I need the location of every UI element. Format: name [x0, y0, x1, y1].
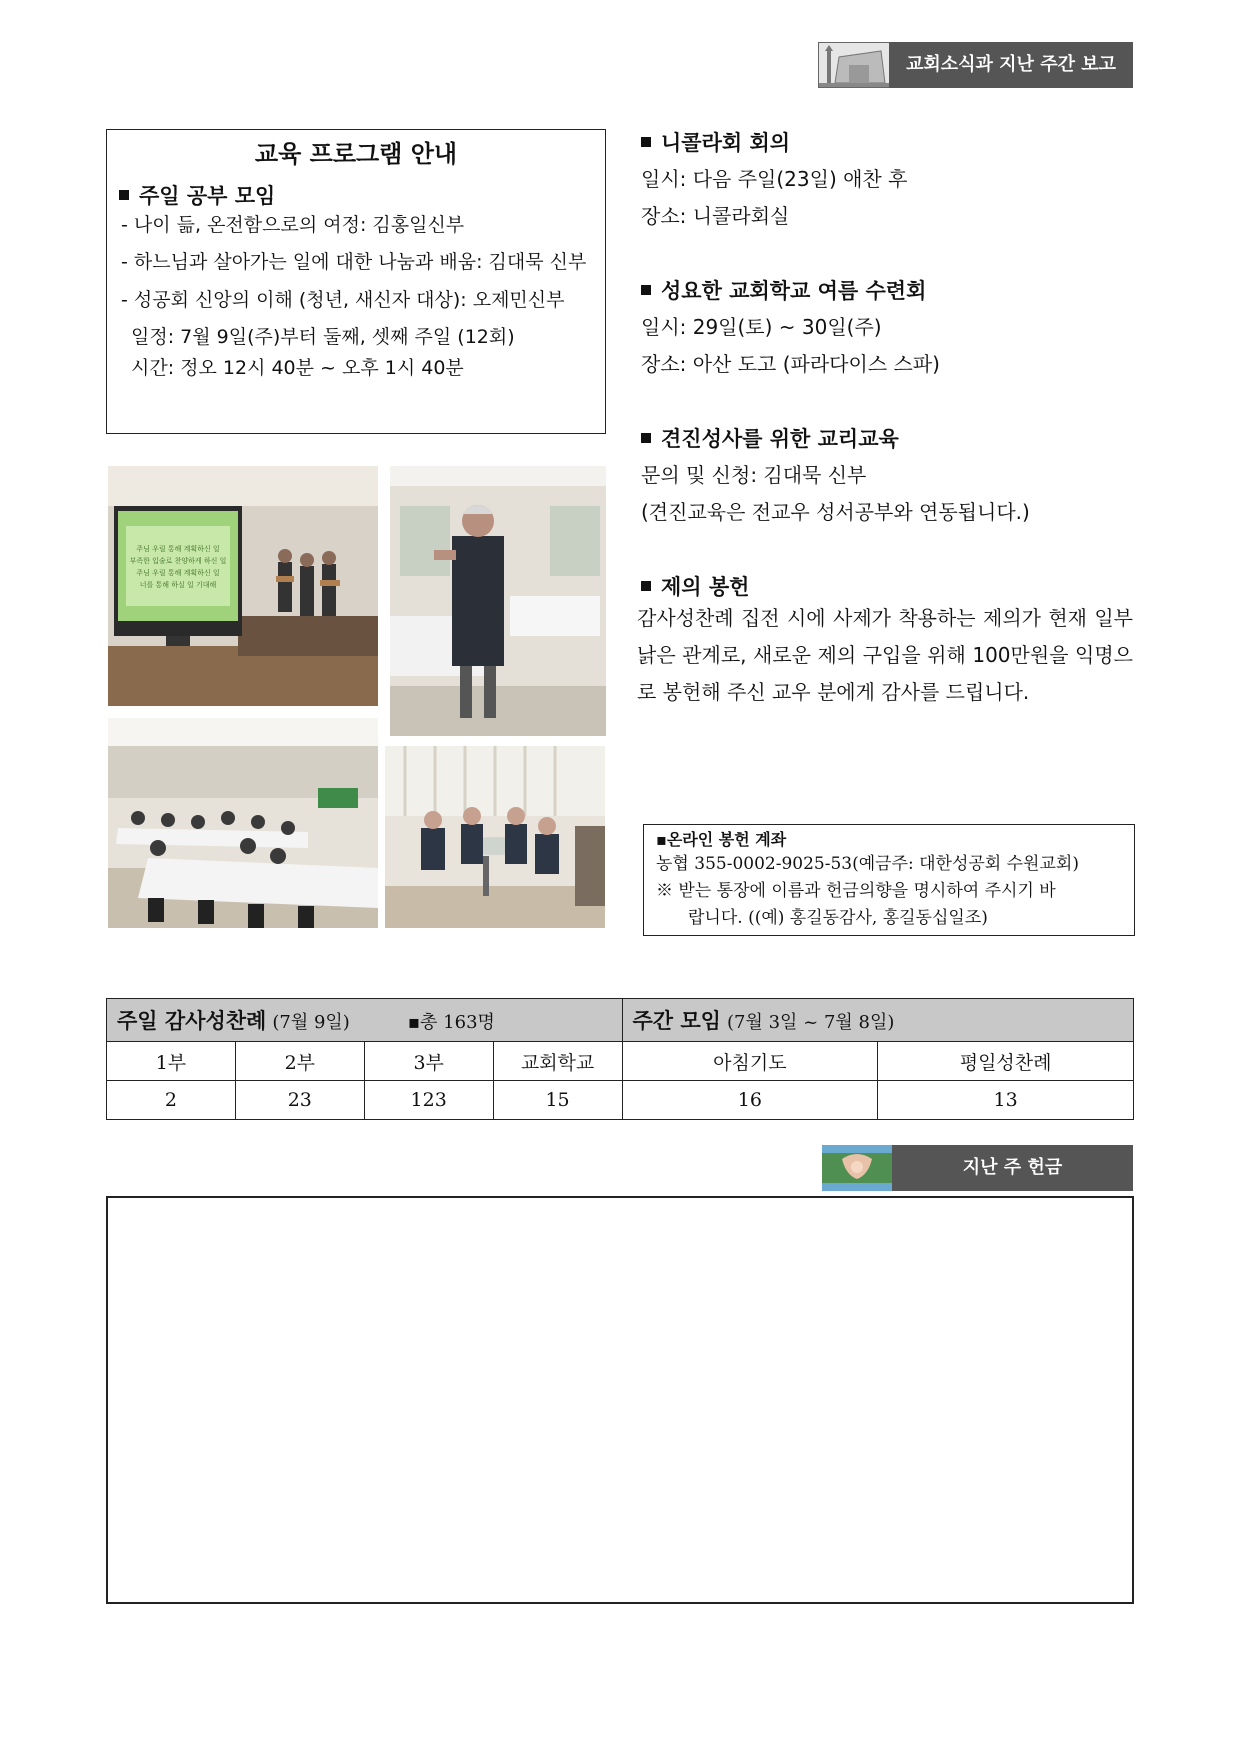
table-cell: 2 — [107, 1081, 236, 1120]
education-item: - 성공회 신앙의 이해 (청년, 새신자 대상): 오제민신부 — [121, 289, 565, 311]
column-header: 1부 — [107, 1042, 236, 1081]
photo-small-group — [385, 746, 605, 928]
online-offering-box — [643, 824, 1135, 936]
education-title: 교육 프로그램 안내 — [254, 140, 458, 168]
online-offering-account: 농협 355-0002-9025-53(예금주: 대한성공회 수원교회) — [656, 854, 1079, 874]
slide-line: 주님 우릴 통해 계획하신 일 — [136, 569, 220, 577]
column-header: 교회학교 — [493, 1042, 622, 1081]
attendance-table — [106, 998, 1134, 1120]
section-header-label: 교회소식과 지난 주간 보고 — [889, 42, 1133, 88]
education-subtitle: 주일 공부 모임 — [119, 180, 275, 210]
offering-header-label: 지난 주 헌금 — [892, 1145, 1133, 1191]
hands-icon — [822, 1145, 892, 1191]
education-program-box — [106, 129, 606, 434]
education-time: 시간: 정오 12시 40분 ~ 오후 1시 40분 — [131, 357, 464, 379]
education-item: - 나이 듦, 온전함으로의 여정: 김홍일신부 — [121, 214, 465, 236]
confirmation-note: (견진교육은 전교우 성서공부와 연동됩니다.) — [641, 500, 1030, 524]
bullet-square-icon — [641, 433, 651, 443]
table-cell: 123 — [364, 1081, 493, 1120]
table-cell: 16 — [622, 1081, 878, 1120]
total-attendance: ▪총 163명 — [407, 1012, 495, 1033]
online-offering-title: ▪온라인 봉헌 계좌 — [656, 830, 787, 849]
sunday-eucharist-header: 주일 감사성찬례 (7월 9일) ▪총 163명 — [107, 999, 623, 1042]
nicolas-place: 장소: 니콜라회실 — [641, 204, 790, 228]
photo-priest-speaking — [390, 466, 606, 736]
column-header: 아침기도 — [622, 1042, 878, 1081]
photo-worship-band — [108, 466, 378, 706]
retreat-title: 성요한 교회학교 여름 수련회 — [641, 275, 926, 305]
nicolas-title: 니콜라회 회의 — [641, 127, 790, 157]
education-item: - 하느님과 살아가는 일에 대한 나눔과 배움: 김대묵 신부 — [121, 251, 587, 273]
weekly-meeting-header: 주간 모임 (7월 3일 ~ 7월 8일) — [622, 999, 1134, 1042]
online-offering-note: 랍니다. ((예) 홍길동감사, 홍길동십일조) — [688, 908, 988, 928]
column-header: 3부 — [364, 1042, 493, 1081]
table-header-row — [107, 999, 1134, 1042]
nicolas-date: 일시: 다음 주일(23일) 애찬 후 — [641, 167, 908, 191]
table-cell: 15 — [493, 1081, 622, 1120]
table-cell: 23 — [235, 1081, 364, 1120]
online-offering-note: ※ 받는 통장에 이름과 헌금의향을 명시하여 주시기 바 — [656, 881, 1056, 901]
bullet-square-icon — [641, 137, 651, 147]
retreat-date: 일시: 29일(토) ~ 30일(주) — [641, 315, 882, 339]
column-header: 평일성찬례 — [878, 1042, 1134, 1081]
slide-line: 너를 통해 하실 일 기대해 — [139, 581, 217, 589]
column-header: 2부 — [235, 1042, 364, 1081]
table-cell: 13 — [878, 1081, 1134, 1120]
slide-line: 주님 우릴 통해 계획하신 일 — [136, 545, 220, 553]
bullet-square-icon — [641, 581, 651, 591]
photo-fellowship-hall — [108, 718, 378, 928]
table-column-row — [107, 1042, 1134, 1081]
slide-line: 부족한 입술로 찬양하게 하신 일 — [129, 557, 227, 565]
church-building-icon — [818, 42, 890, 88]
offering-box — [106, 1196, 1134, 1604]
confirmation-contact: 문의 및 신청: 김대묵 신부 — [641, 463, 867, 487]
bullet-square-icon — [641, 285, 651, 295]
confirmation-title: 견진성사를 위한 교리교육 — [641, 423, 899, 453]
education-schedule: 일정: 7월 9일(주)부터 둘째, 셋째 주일 (12회) — [131, 326, 515, 348]
vestment-body: 감사성찬례 집전 시에 사제가 착용하는 제의가 현재 일부 낡은 관계로, 새로운 제의 구입을 위해 100만원을 익명으로 봉헌해 주신 교우 분에게 감사를 드립니다. — [637, 606, 1133, 704]
bullet-square-icon — [119, 190, 129, 200]
vestment-title: 제의 봉헌 — [641, 571, 749, 601]
retreat-place: 장소: 아산 도고 (파라다이스 스파) — [641, 352, 940, 376]
table-row — [107, 1081, 1134, 1120]
